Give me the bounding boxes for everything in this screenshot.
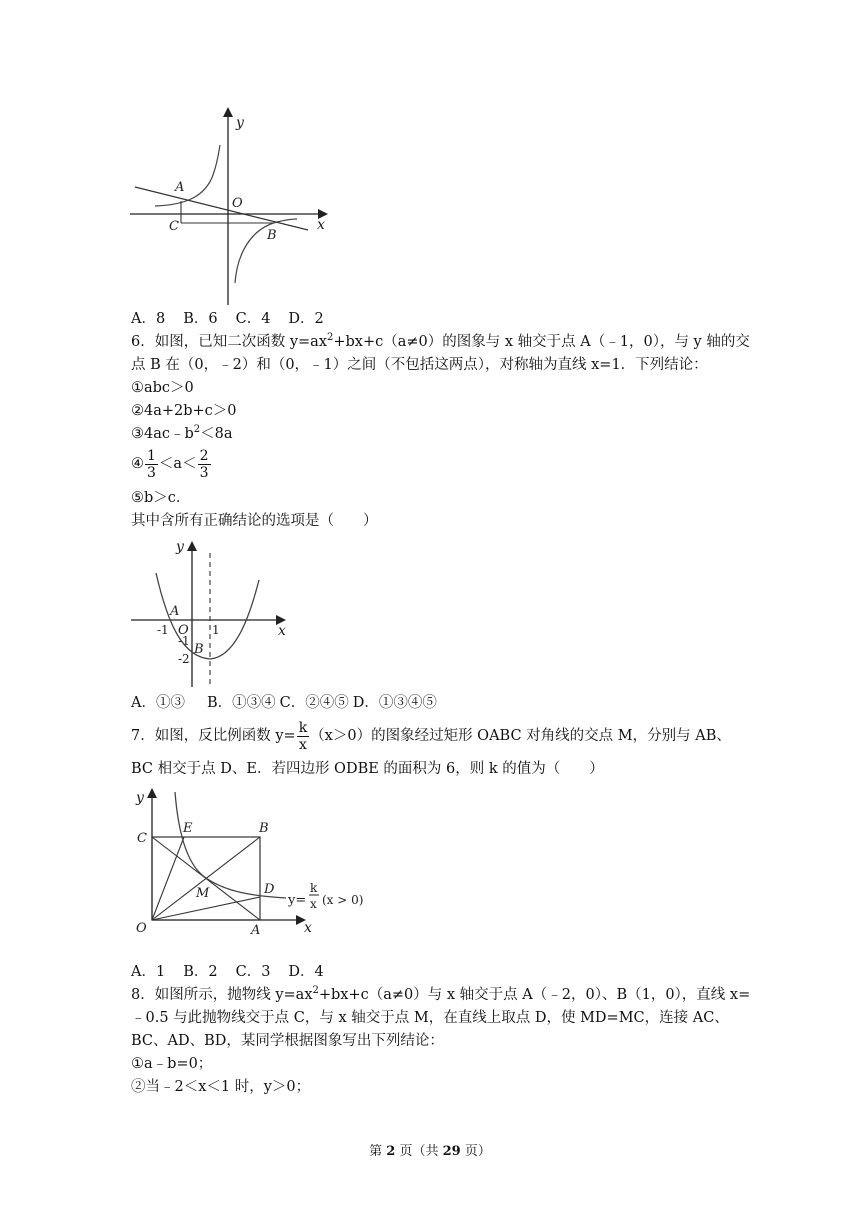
fig7-label-x: x bbox=[304, 920, 312, 936]
q7-options bbox=[131, 961, 342, 983]
q5-option-a[interactable]: A．8 bbox=[131, 311, 166, 327]
fig6-tick-y-minus2: -2 bbox=[178, 652, 190, 666]
q7-stem-line1: 7．如图，反比例函数 y= $\frac{k}{x}$ （x＞0）的图象经过矩形 OABC 对角线的交点 M，分别与 AB、 bbox=[131, 719, 731, 753]
fig5-label-o: O bbox=[232, 196, 243, 211]
q6-options bbox=[131, 692, 455, 714]
q8-conclusion-2: ②当﹣2＜x＜1 时，y＞0； bbox=[131, 1079, 311, 1095]
q6-ask: 其中含所有正确结论的选项是（ ） bbox=[131, 513, 378, 529]
fig7-eq-cond: (x > 0) bbox=[322, 893, 364, 907]
footer-total-pages: 29 bbox=[442, 1144, 461, 1159]
q7-option-c[interactable]: C．3 bbox=[235, 964, 271, 980]
q5-options bbox=[131, 308, 342, 330]
fig7-label-y: y bbox=[136, 790, 144, 806]
q6-conclusion-3: $③4ac﹣b^2<8a$ bbox=[131, 424, 233, 442]
fig7-label-o: O bbox=[136, 921, 147, 936]
q6-conclusion-2: ②4a+2b+c＞0 bbox=[131, 403, 237, 419]
q6-conclusion-5: ⑤b＞c． bbox=[131, 490, 191, 506]
fig5-label-b: B bbox=[267, 228, 277, 243]
fig6-tick-x-minus1: -1 bbox=[157, 623, 169, 637]
fig6-tick-x-1: 1 bbox=[212, 623, 220, 637]
fig7-label-m: M bbox=[196, 886, 210, 901]
fig7-label-e: E bbox=[183, 821, 193, 836]
q6-option-c[interactable]: C．②④⑤ bbox=[279, 695, 349, 711]
figure-q6-parabola bbox=[128, 535, 298, 690]
figure-q5-graph bbox=[125, 105, 345, 310]
q5-option-d[interactable]: D．2 bbox=[288, 311, 324, 327]
q6-conclusion-4: ④ $\frac{1}{3}$ ＜a＜ $\frac{2}{3}$ bbox=[131, 447, 209, 481]
fig7-label-a: A bbox=[251, 923, 261, 938]
q8-stem-line1: 8．如图所示，抛物线 $y=ax^2+bx+c(a\ne 0)$与 x 轴交于点 A（﹣2，0）、B（1，0），直线 x= bbox=[131, 985, 751, 1003]
q8-stem-line3: BC、AD、BD，某同学根据图象写出下列结论： bbox=[131, 1033, 444, 1049]
q7-option-a[interactable]: A．1 bbox=[131, 964, 166, 980]
q6-option-d[interactable]: D．①③④⑤ bbox=[352, 695, 437, 711]
q7-stem-line2: BC 相交于点 D、E．若四边形 ODBE 的面积为 6，则 k 的值为（ ） bbox=[131, 761, 604, 777]
fig5-label-c: C bbox=[169, 219, 179, 234]
fig7-label-d: D bbox=[264, 882, 275, 897]
footer-page-number: 2 bbox=[386, 1144, 396, 1159]
q7-option-d[interactable]: D．4 bbox=[288, 964, 324, 980]
fig5-label-a: A bbox=[175, 180, 185, 195]
figure-q7-rectangle bbox=[128, 780, 378, 940]
fig6-label-a: A bbox=[170, 604, 180, 619]
q8-stem-line2: ﹣0.5 与此抛物线交于点 C，与 x 轴交于点 M，在直线上取点 D，使 MD=MC，连接 AC、 bbox=[131, 1010, 729, 1026]
q6-conclusion-1: ①abc＞0 bbox=[131, 380, 194, 396]
fig7-label-b: B bbox=[259, 821, 269, 836]
fig7-label-c: C bbox=[137, 831, 147, 846]
fig6-label-y: y bbox=[176, 539, 184, 555]
fig6-tick-y-minus1: -1 bbox=[178, 634, 190, 648]
page-footer: 第 2 页（共 29 页） bbox=[369, 1144, 491, 1159]
q6-stem-line1: 6．如图，已知二次函数 $y=ax^2+bx+c(a\ne 0)$的图象与 x 轴交于点 A（﹣1，0），与 y 轴的交 bbox=[131, 332, 750, 350]
q7-option-b[interactable]: B．2 bbox=[183, 964, 218, 980]
q5-option-c[interactable]: C．4 bbox=[235, 311, 271, 327]
fig6-label-o: O bbox=[178, 623, 189, 638]
fig6-label-x: x bbox=[278, 623, 286, 639]
fig7-eq-num: k bbox=[310, 881, 318, 895]
q5-option-b[interactable]: B．6 bbox=[183, 311, 218, 327]
fig7-eq-den: x bbox=[310, 897, 317, 911]
fig6-label-b: B bbox=[194, 642, 204, 657]
fig5-label-y: y bbox=[236, 115, 244, 131]
fig7-eq-y: y= bbox=[288, 893, 307, 908]
q6-stem-line2: 点 B 在（0，﹣2）和（0，﹣1）之间（不包括这两点），对称轴为直线 x=1．下列结论： bbox=[131, 357, 708, 373]
fig5-label-x: x bbox=[317, 217, 325, 233]
q6-option-a[interactable]: A．①③ bbox=[131, 695, 185, 711]
q8-conclusion-1: ①a﹣b=0； bbox=[131, 1056, 213, 1072]
q6-option-b[interactable]: B．①③④ bbox=[206, 695, 276, 711]
